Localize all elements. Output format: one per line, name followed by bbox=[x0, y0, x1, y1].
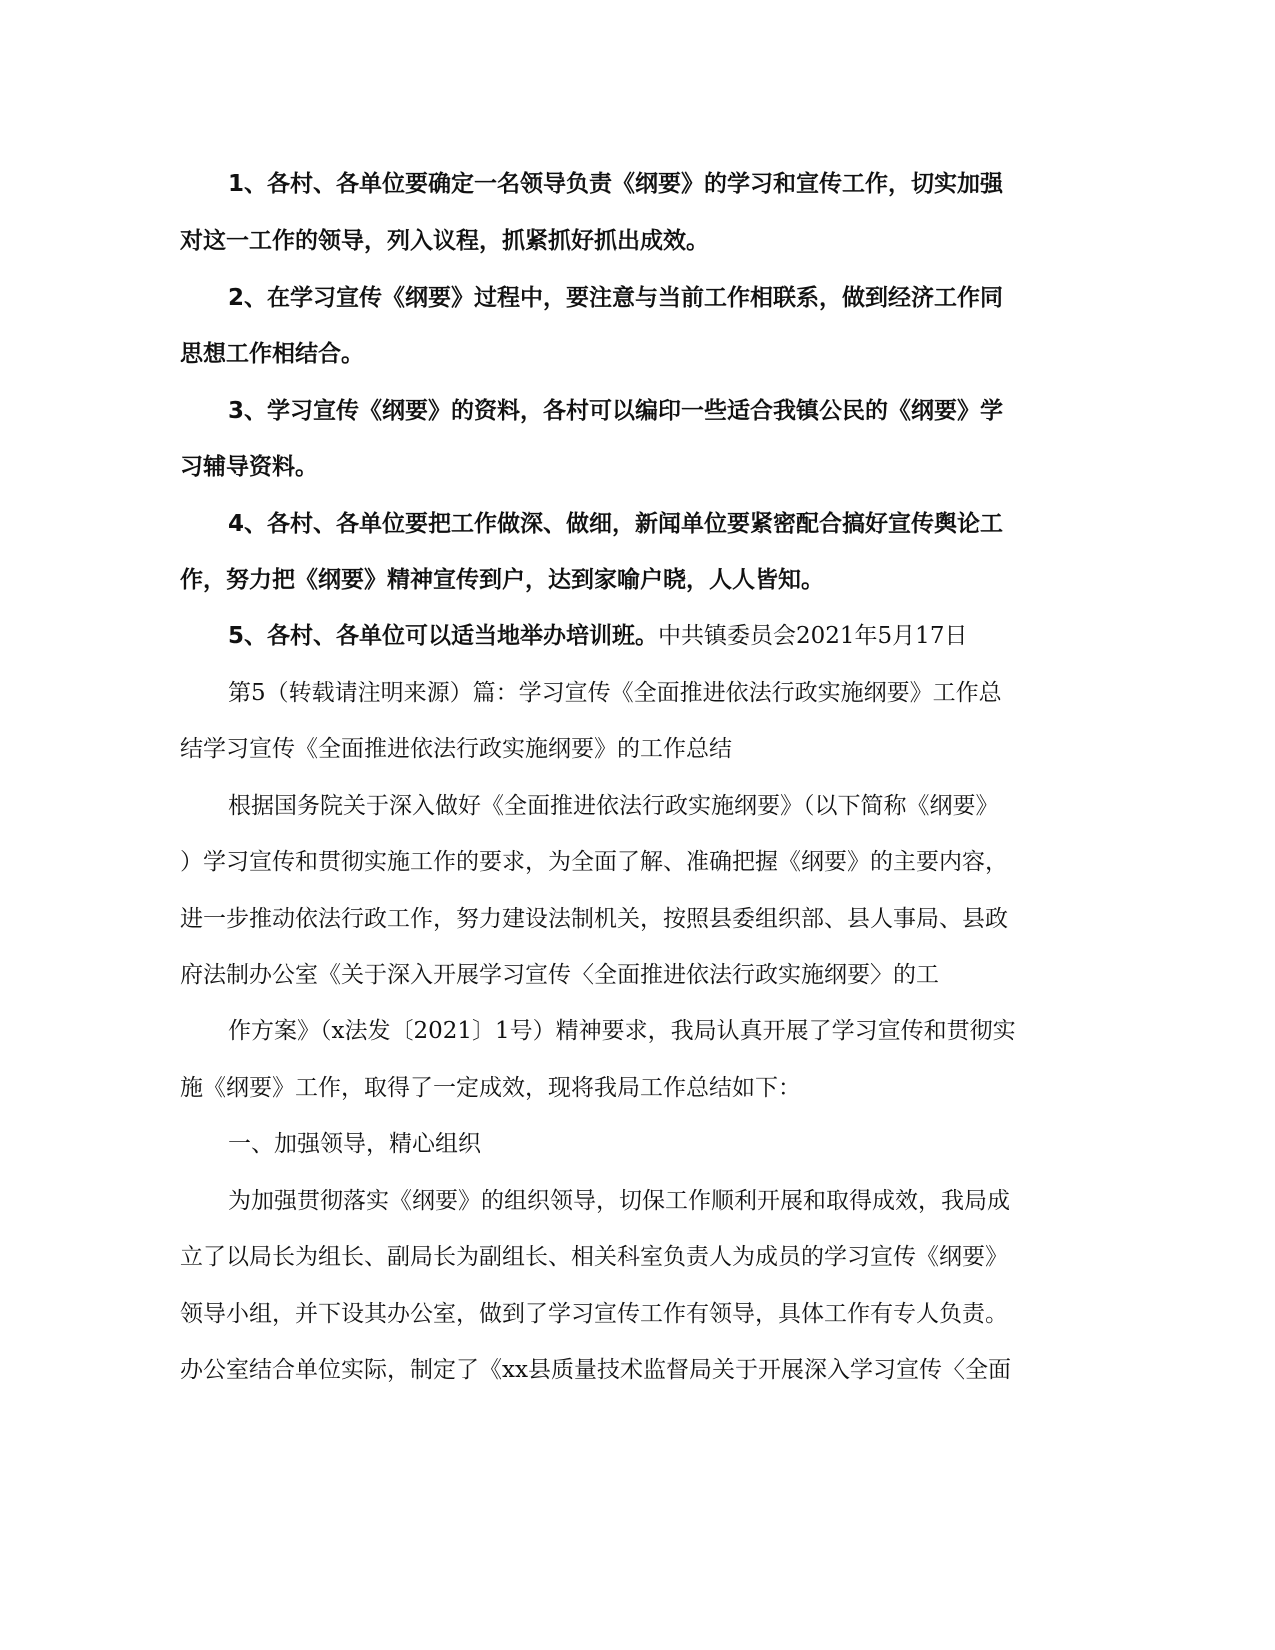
paragraph-5-bold-text: 5、各村、各单位可以适当地举办培训班。 bbox=[228, 623, 659, 649]
paragraph-10-line-1: 为加强贯彻落实《纲要》的组织领导，切保工作顺利开展和取得成效，我局成 bbox=[228, 1188, 1010, 1214]
article-title-line-2: 结学习宣传《全面推进依法行政实施纲要》的工作总结 bbox=[180, 736, 732, 762]
paragraph-8-line-2: 施《纲要》工作，取得了一定成效，现将我局工作总结如下： bbox=[180, 1075, 801, 1101]
article-title-line-1: 第5（转载请注明来源）篇：学习宣传《全面推进依法行政实施纲要》工作总 bbox=[228, 680, 1002, 706]
signature-date: 中共镇委员会2021年5月17日 bbox=[658, 623, 968, 649]
paragraph-3-line-1: 3、学习宣传《纲要》的资料，各村可以编印一些适合我镇公民的《纲要》学 bbox=[228, 398, 1004, 424]
paragraph-5 bbox=[228, 621, 967, 651]
paragraph-10-line-3: 领导小组，并下设其办公室，做到了学习宣传工作有领导，具体工作有专人负责。 bbox=[180, 1301, 1008, 1327]
paragraph-1-line-1: 1、各村、各单位要确定一名领导负责《纲要》的学习和宣传工作，切实加强 bbox=[228, 171, 1004, 197]
paragraph-3-line-2: 习辅导资料。 bbox=[180, 454, 318, 480]
paragraph-7-line-4: 府法制办公室《关于深入开展学习宣传〈全面推进依法行政实施纲要〉的工 bbox=[180, 962, 939, 988]
paragraph-2-line-1: 2、在学习宣传《纲要》过程中，要注意与当前工作相联系，做到经济工作同 bbox=[228, 285, 1004, 311]
paragraph-10-line-2: 立了以局长为组长、副局长为副组长、相关科室负责人为成员的学习宣传《纲要》 bbox=[180, 1244, 1008, 1270]
section-heading: 一、加强领导，精心组织 bbox=[228, 1131, 481, 1157]
paragraph-2-line-2: 思想工作相结合。 bbox=[180, 341, 364, 367]
paragraph-10-line-4: 办公室结合单位实际，制定了《xx县质量技术监督局关于开展深入学习宣传〈全面 bbox=[180, 1357, 1011, 1383]
paragraph-7-line-1: 根据国务院关于深入做好《全面推进依法行政实施纲要》（以下简称《纲要》 bbox=[228, 793, 999, 819]
paragraph-7-line-2: ）学习宣传和贯彻实施工作的要求，为全面了解、准确把握《纲要》的主要内容， bbox=[180, 849, 1008, 875]
paragraph-4-line-1: 4、各村、各单位要把工作做深、做细，新闻单位要紧密配合搞好宣传舆论工 bbox=[228, 511, 1004, 537]
paragraph-8-line-1: 作方案》（x法发〔2021〕1号）精神要求，我局认真开展了学习宣传和贯彻实 bbox=[228, 1018, 1016, 1044]
paragraph-4-line-2: 作，努力把《纲要》精神宣传到户，达到家喻户晓，人人皆知。 bbox=[180, 567, 824, 593]
paragraph-7-line-3: 进一步推动依法行政工作，努力建设法制机关，按照县委组织部、县人事局、县政 bbox=[180, 906, 1008, 932]
paragraph-1-line-2: 对这一工作的领导，列入议程，抓紧抓好抓出成效。 bbox=[180, 228, 709, 254]
